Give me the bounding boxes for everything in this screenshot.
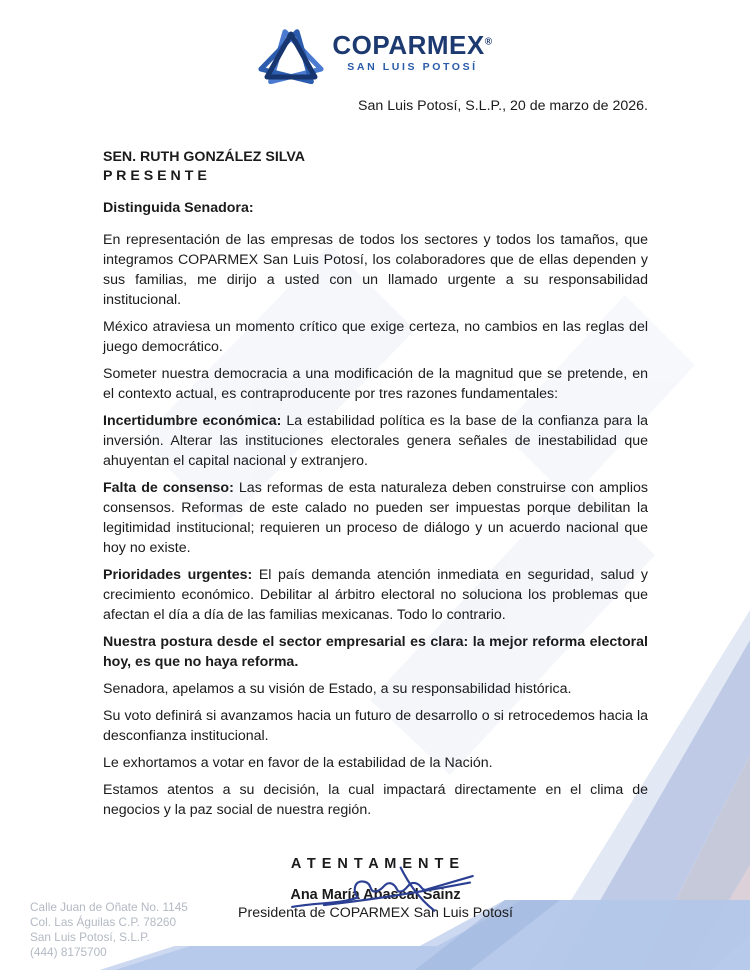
signer-title: Presidenta de COPARMEX San Luis Potosí xyxy=(238,905,513,921)
footer-address-line: Calle Juan de Oñate No. 1145 xyxy=(30,900,188,914)
recipient-name: SEN. RUTH GONZÁLEZ SILVA xyxy=(103,149,306,165)
salutation: Distinguida Senadora: xyxy=(103,200,254,216)
footer-address xyxy=(30,900,188,960)
letter-paragraph: Prioridades urgentes: El país demanda atención inmediata en seguridad, salud y crecimiento económico. Debilitar al árbitro electoral no soluciona los problemas que afectan el día a día de las familias mexicanas. Todo lo contrario. xyxy=(103,567,649,623)
paragraph-lead: Incertidumbre económica: xyxy=(103,413,287,429)
org-wordmark: COPARMEX® xyxy=(332,30,493,60)
dateline: San Luis Potosí, S.L.P., 20 de marzo de 2026. xyxy=(358,98,648,114)
letter-paragraph: Estamos atentos a su decisión, la cual impactará directamente en el clima de negocios y la paz social de nuestra región. xyxy=(103,782,648,818)
letterhead xyxy=(103,0,648,88)
org-subtitle: SAN LUIS POTOSÍ xyxy=(347,61,478,73)
letter-paragraph: Incertidumbre económica: La estabilidad política es la base de la confianza para la inversión. Alterar las instituciones electorales genera señales de inestabilidad que ahuyentan el capital nacional y extranjero. xyxy=(103,413,648,469)
letter-paragraph: Someter nuestra democracia a una modificación de la magnitud que se pretende, en el contexto actual, es contraproducente por tres razones fundamentales: xyxy=(103,366,648,402)
letter-paragraph: Senadora, apelamos a su visión de Estado, a su responsabilidad histórica. xyxy=(103,681,572,697)
recipient-presente: P R E S E N T E xyxy=(103,168,207,184)
footer-address-line: Col. Las Águilas C.P. 78260 xyxy=(30,915,177,929)
signer-name: Ana María Abascal Sainz xyxy=(290,887,461,903)
letter-paragraph: Su voto definirá si avanzamos hacia un futuro de desarrollo o si retrocedemos hacia la desconfianza institucional. xyxy=(103,708,648,744)
letterhead-text xyxy=(332,24,492,73)
closing-word: A T E N T A M E N T E xyxy=(290,856,461,872)
paragraph-lead: Falta de consenso: xyxy=(103,480,239,496)
coparmex-logo-icon xyxy=(258,24,324,84)
letter-paragraph: Le exhortamos a votar en favor de la estabilidad de la Nación. xyxy=(103,755,493,771)
letter-paragraph: Nuestra postura desde el sector empresarial es clara: la mejor reforma electoral hoy, es que no haya reforma. xyxy=(103,634,648,670)
registered-trademark-symbol: ® xyxy=(484,36,493,48)
recipient-block xyxy=(103,148,648,186)
letter-paragraph: México atraviesa un momento crítico que exige certeza, no cambios en las reglas del juego democrático. xyxy=(103,319,648,355)
letter-paragraph: En representación de las empresas de todos los sectores y todos los tamaños, que integramos COPARMEX San Luis Potosí, los colaboradores que de ellas dependen y sus familias, me dirijo a usted con un llamado urgente a su responsabilidad institucional. xyxy=(103,232,648,308)
letter-body xyxy=(103,230,648,820)
footer-address-line: San Luis Potosí, S.L.P. xyxy=(30,930,150,944)
letter-paragraph: Falta de consenso: Las reformas de esta naturaleza deben construirse con amplios consensos. Reformas de este calado no pueden ser impuestas porque debilitan la legitimidad institucional; requieren un proceso de diálogo y un acuerdo nacional que hoy no existe. xyxy=(103,480,648,556)
paragraph-lead: Prioridades urgentes: xyxy=(103,567,259,583)
footer-address-line: (444) 8175700 xyxy=(30,945,107,959)
